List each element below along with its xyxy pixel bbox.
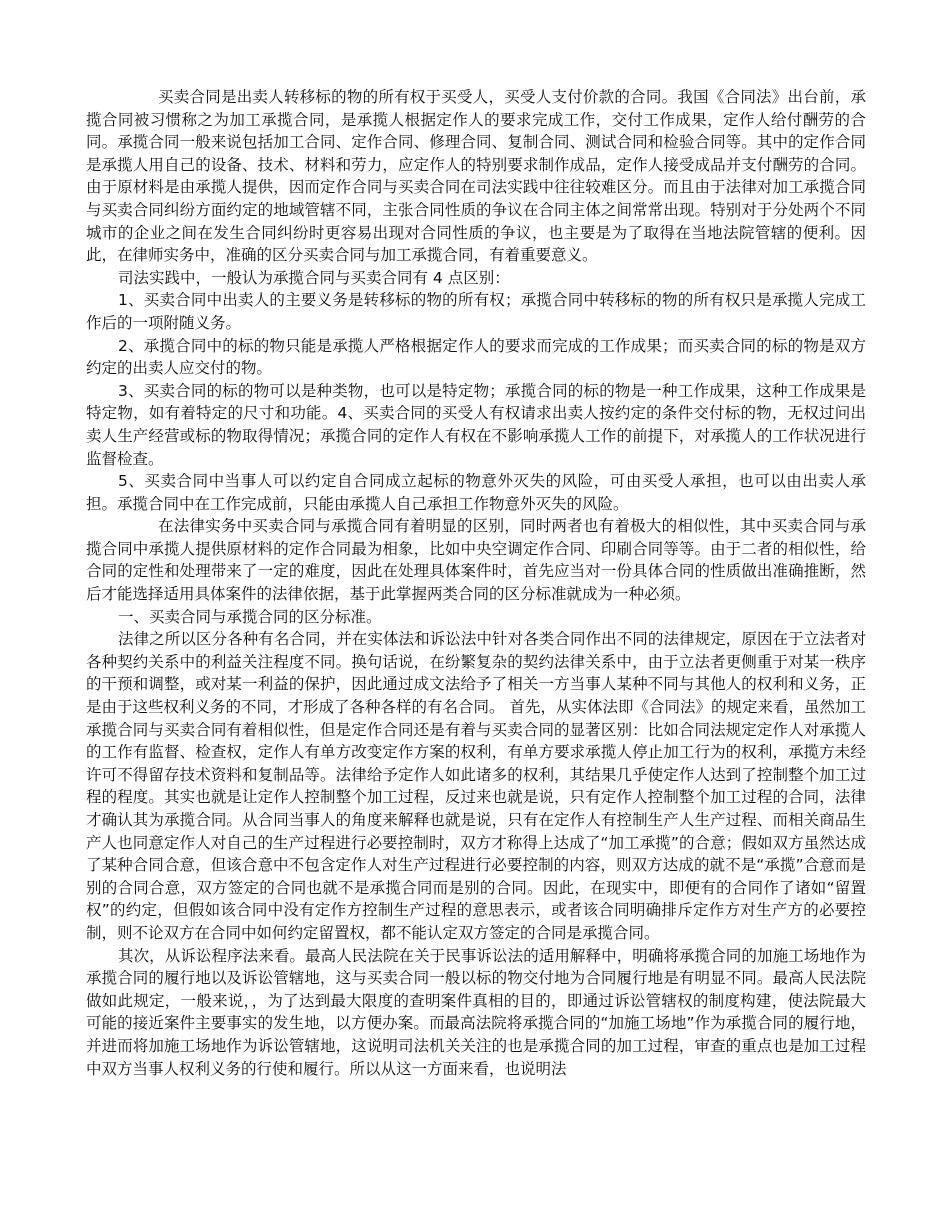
paragraph-procedural-law: 其次，从诉讼程序法来看。最高人民法院在关于民事诉讼法的适用解释中，明确将承揽合同的加施工场地作为承揽合同的履行地以及诉讼管辖地，这与买卖合同一般以标的物交付地为合同履行地是有明显不同。最高人民法院做如此规定，一般来说，，为了达到最大限度的查明案件真相的目的，即通过诉讼管辖权的制度构建，使法院最大可能的接近案件主要事实的发生地，以方便办案。而最高法院将承揽合同的“加施工场地”作为承揽合同的履行地，并进而将加施工场地作为诉讼管辖地，这说明司法机关关注的也是承揽合同的加工过程，审查的重点也是加工过程中双方当事人权利义务的行使和履行。所以从这一方面来看，也说明法: [86, 946, 866, 1078]
paragraph-intro: 买卖合同是出卖人转移标的物的所有权于买受人，买受人支付价款的合同。我国《合同法》出台前，承揽合同被习惯称之为加工承揽合同，是承揽人根据定作人的要求完成工作，交付工作成果，定作人给付酬劳的合同。承揽合同一般来说包括加工合同、定作合同、修理合同、复制合同、测试合同和检验合同等。其中的定作合同是承揽人用自己的设备、技术、材料和劳力，应定作人的特别要求制作成品，定作人接受成品并支付酬劳的合同。由于原材料是由承揽人提供，因而定作合同与买卖合同在司法实践中往往较难区分。而且由于法律对加工承揽合同与买卖合同纠纷方面约定的地域管辖不同，主张合同性质的争议在合同主体之间常常出现。特别对于分处两个不同城市的企业之间在发生合同纠纷时更容易出现对合同性质的争议，也主要是为了取得在当地法院管辖的便利。因此，在律师实务中，准确的区分买卖合同与加工承揽合同，有着重要意义。: [86, 88, 866, 265]
section-heading-1: 一、买卖合同与承揽合同的区分标准。: [118, 607, 382, 626]
paragraph-practice: 在法律实务中买卖合同与承揽合同有着明显的区别，同时两者也有着极大的相似性，其中买卖合同与承揽合同中承揽人提供原材料的定作合同最为相象，比如中央空调定作合同、印刷合同等等。由于二者的相似性，给合同的定性和处理带来了一定的难度，因此在处理具体案件时，首先应当对一份具体合同的性质做出准确推断，然后才能选择适用具体案件的法律依据，基于此掌握两类合同的区分标准就成为一种必须。: [86, 517, 866, 604]
paragraph-difference-3-4: 3、买卖合同的标的物可以是种类物，也可以是特定物；承揽合同的标的物是一种工作成果，这种工作成果是特定物，如有着特定的尺寸和功能。4、买卖合同的买受人有权请求出卖人按约定的条件交付标的物，无权过问出卖人生产经营或标的物取得情况；承揽合同的定作人有权在不影响承揽人工作的前提下，对承揽人的工作状况进行监督检查。: [86, 381, 866, 468]
paragraph-difference-2: 2、承揽合同中的标的物只能是承揽人严格根据定作人的要求而完成的工作成果；而买卖合同的标的物是双方约定的出卖人应交付的物。: [86, 336, 866, 378]
paragraph-difference-5: 5、买卖合同中当事人可以约定自合同成立起标的物意外灭失的风险，可由买受人承担，也可以由出卖人承担。承揽合同中在工作完成前，只能由承揽人自己承担工作物意外灭失的风险。: [86, 472, 866, 513]
paragraph-difference-1: 1、买卖合同中出卖人的主要义务是转移标的物的所有权；承揽合同中转移标的物的所有权只是承揽人完成工作后的一项附随义务。: [86, 291, 866, 332]
paragraph-substantive-law: 法律之所以区分各种有名合同，并在实体法和诉讼法中针对各类合同作出不同的法律规定，原因在于立法者对各种契约关系中的利益关注程度不同。换句话说，在纷繁复杂的契约法律关系中，由于立法者更侧重于对某一秩序的干预和调整，或对某一利益的保护，因此通过成文法给予了相关一方当事人某种不同与其他人的权利和义务，正是由于这些权利义务的不同，才形成了各种各样的有名合同。 首先，从实体法即《合同法》的规定来看，虽然加工承揽合同与买卖合同有着相似性，但是定作合同还是有着与买卖合同的显著区别：比如合同法规定定作人对承揽人的工作有监督、检查权，定作人有单方改变定作方案的权利，有单方要求承揽人停止加工行为的权利，承揽方未经许可不得留存技术资料和复制品等。法律给予定作人如此诸多的权利，其结果几乎使定作人达到了控制整个加工过程的程度。其实也就是让定作人控制整个加工过程，反过来也就是说，只有定作人控制整个加工过程的合同，法律才确认其为承揽合同。从合同当事人的角度来解释也就是说，只有在定作人有控制生产人生产过程、而相关商品生产人也同意定作人对自己的生产过程进行必要控制时，双方才称得上达成了“加工承揽”的合意；假如双方虽然达成了某种合同合意，但该合意中不包含定作人对生产过程进行必要控制的内容，则双方达成的就不是“承揽”合意而是别的合同合意，双方签定的合同也就不是承揽合同而是别的合同。因此，在现实中，即便有的合同作了诸如“留置权”的约定，但假如该合同中没有定作方控制生产过程的意思表示，或者该合同明确排斥定作方对生产方的必要控制，则不论双方在合同中如何约定留置权，都不能认定双方签定的合同是承揽合同。: [86, 630, 866, 942]
paragraph-four-differences: 司法实践中，一般认为承揽合同与买卖合同有 4 点区别：: [118, 268, 510, 287]
document-body: [86, 86, 866, 1080]
